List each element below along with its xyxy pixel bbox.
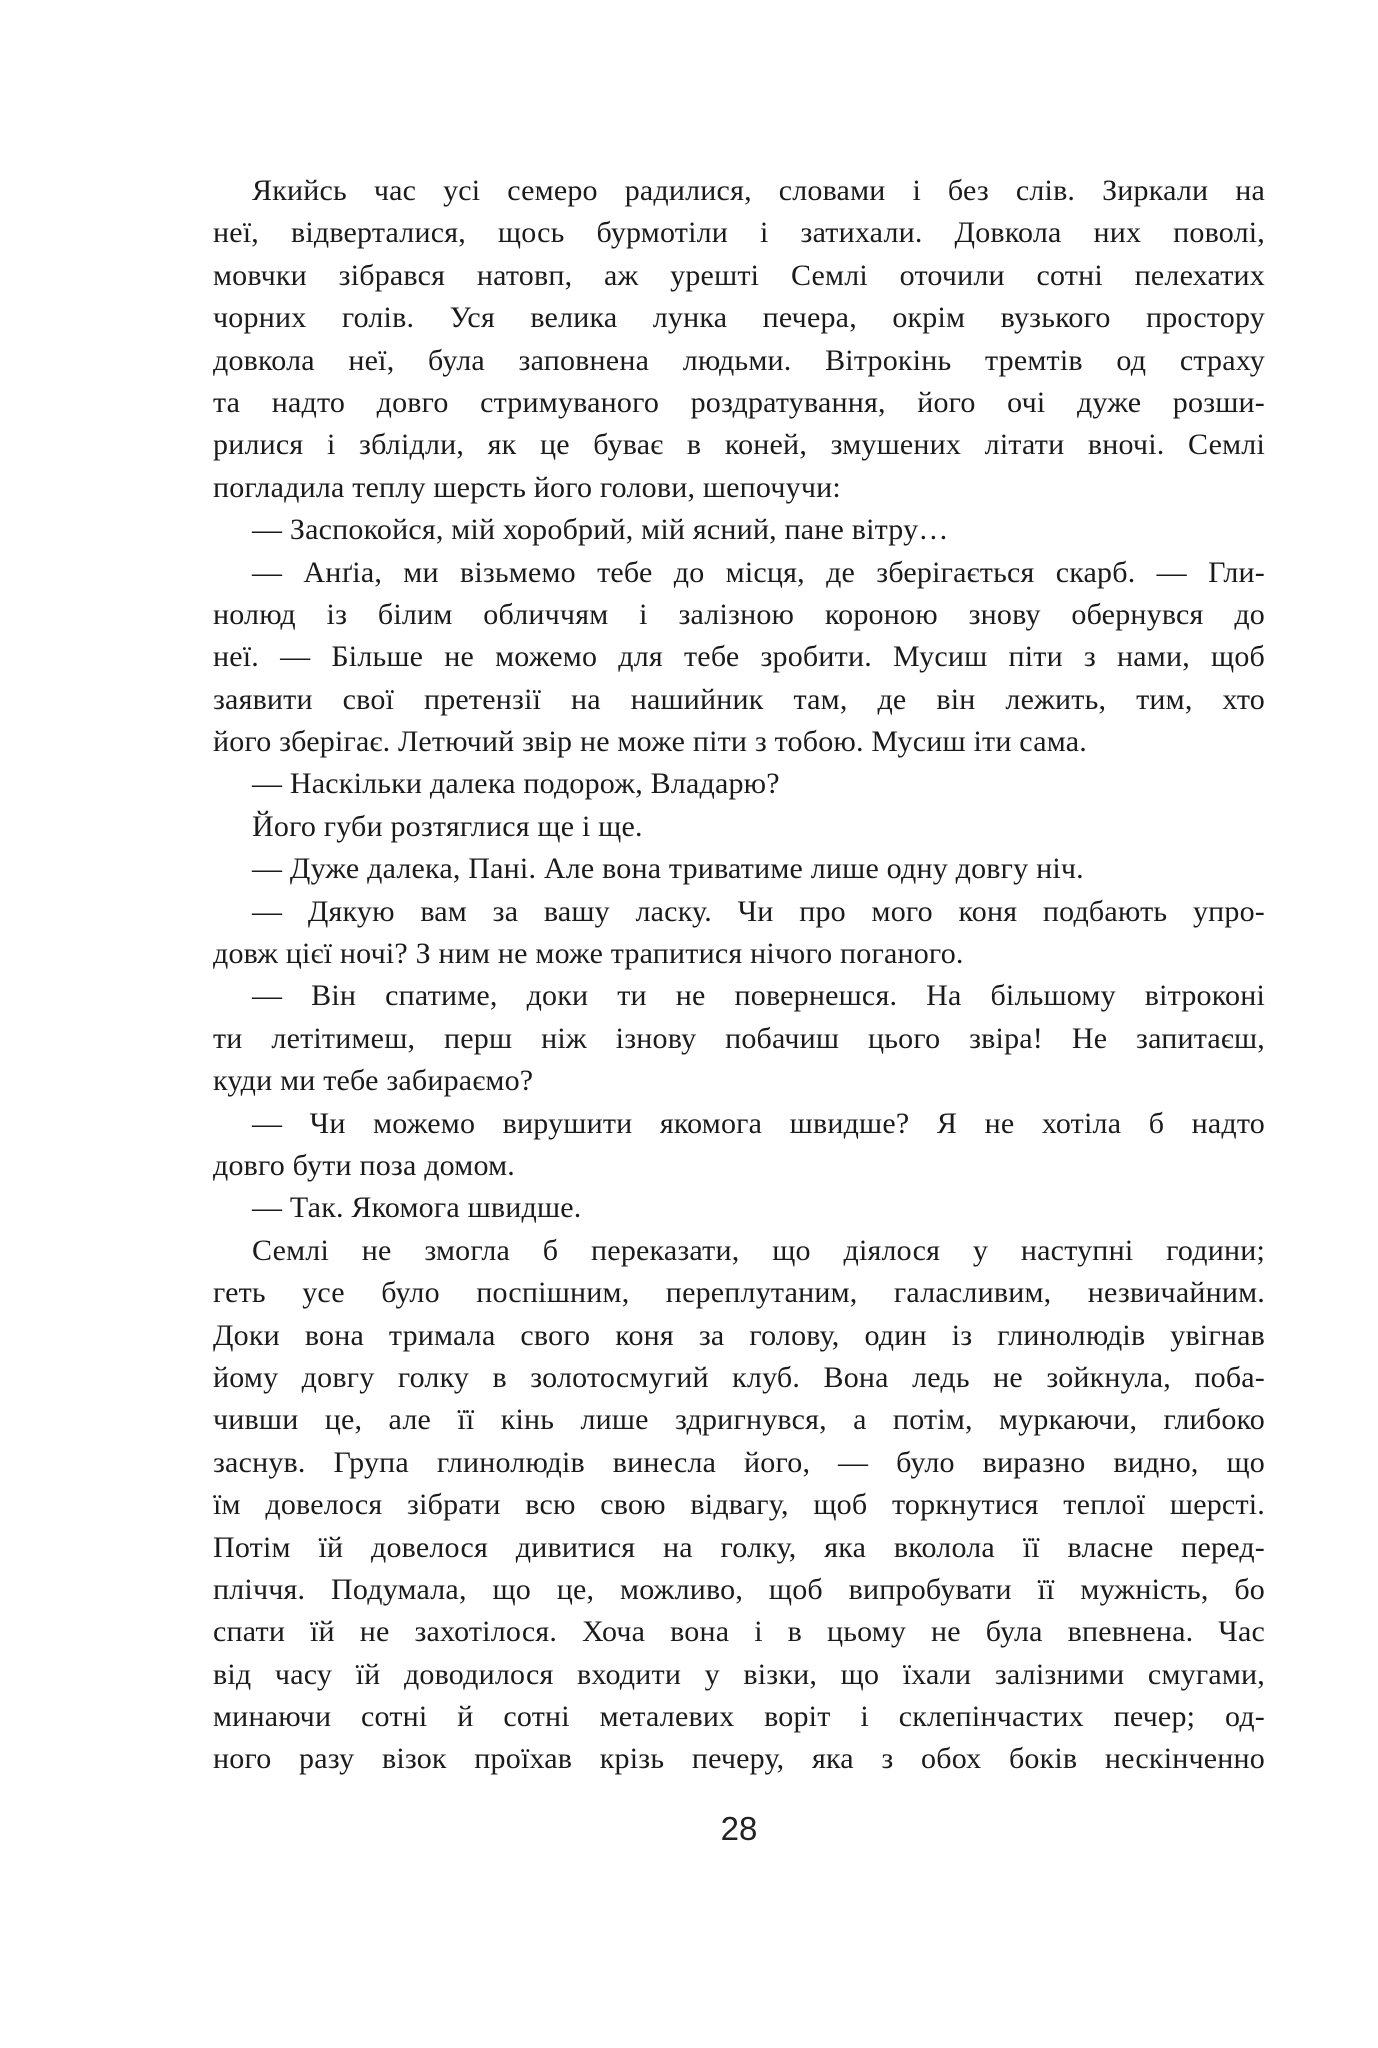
text-line: його зберігає. Летючий звір не може піти з тобою. Мусиш іти сама. [213, 725, 1087, 759]
text-line: ного разу візок проїхав крізь печеру, яка з обох боків нескінченно [213, 1742, 1265, 1776]
page-number: 28 [720, 1810, 758, 1847]
text-line: — Він спатиме, доки ти не повернешся. На більшому вітроконі [252, 979, 1265, 1013]
text-line: рилися і зблідли, як це буває в коней, змушених літати вночі. Семлі [213, 428, 1265, 462]
text-line: довго бути поза домом. [213, 1148, 515, 1182]
text-line: заявити свої претензії на нашийник там, де він лежить, тим, хто [213, 682, 1265, 716]
text-line: — Наскільки далека подорож, Владарю? [252, 767, 780, 801]
text-line: пліччя. Подумала, що це, можливо, щоб випробувати її мужність, бо [213, 1572, 1265, 1606]
text-line: — Анґіа, ми візьмемо тебе до місця, де зберігається скарб. — Гли- [252, 555, 1265, 589]
text-line: ти летітимеш, перш ніж ізнову побачиш цього звіра! Не запитаєш, [213, 1021, 1265, 1055]
text-line: куди ми тебе забираємо? [213, 1064, 534, 1098]
text-line: — Дуже далека, Пані. Але вона триватиме лише одну довгу ніч. [252, 852, 1084, 886]
text-block [213, 170, 1265, 1781]
text-line: Доки вона тримала свого коня за голову, один із глинолюдів увігнав [213, 1318, 1265, 1352]
text-line: геть усе було поспішним, переплутаним, галасливим, незвичайним. [213, 1276, 1265, 1310]
text-line: Його губи розтяглися ще і ще. [252, 809, 643, 843]
text-line: — Дякую вам за вашу ласку. Чи про мого коня подбають упро- [252, 894, 1265, 928]
text-line: спати їй не захотілося. Хоча вона і в цьому не була впевнена. Час [213, 1615, 1265, 1649]
text-line: минаючи сотні й сотні металевих воріт і склепінчастих печер; од- [213, 1700, 1265, 1734]
text-line: чорних голів. Уся велика лунка печера, окрім вузького простору [213, 301, 1265, 335]
text-line: неї. — Більше не можемо для тебе зробити. Мусиш піти з нами, щоб [213, 640, 1265, 674]
text-line: Якийсь час усі семеро радилися, словами і без слів. Зиркали на [252, 174, 1265, 207]
text-line: — Чи можемо вирушити якомога швидше? Я не хотіла б надто [252, 1106, 1265, 1140]
text-line: чивши це, але її кінь лише здригнувся, а потім, муркаючи, глибоко [213, 1403, 1265, 1437]
text-line: довж цієї ночі? З ним не може трапитися нічого поганого. [213, 937, 964, 971]
text-line: неї, відверталися, щось бурмотіли і затихали. Довкола них поволі, [213, 216, 1265, 250]
text-line: погладила теплу шерсть його голови, шепочучи: [213, 470, 841, 504]
text-line: їм довелося зібрати всю свою відвагу, щоб торкнутися теплої шерсті. [213, 1488, 1265, 1522]
text-line: мовчки зібрався натовп, аж урешті Семлі оточили сотні пелехатих [213, 258, 1265, 292]
text-line: довкола неї, була заповнена людьми. Вітрокінь тремтів од страху [213, 343, 1265, 377]
text-line: Семлі не змогла б переказати, що діялося у наступні години; [252, 1233, 1265, 1267]
text-line: йому довгу голку в золотосмугий клуб. Вона ледь не зойкнула, поба- [213, 1360, 1265, 1394]
text-line: заснув. Група глинолюдів винесла його, — було виразно видно, що [213, 1445, 1265, 1479]
text-line: нолюд із білим обличчям і залізною короною знову обернувся до [213, 597, 1265, 631]
text-line: та надто довго стримуваного роздратування, його очі дуже розши- [213, 385, 1265, 419]
text-line: — Заспокойся, мій хоробрий, мій ясний, пане вітру… [252, 513, 949, 547]
text-line: — Так. Якомога швидше. [252, 1191, 582, 1225]
text-line: Потім їй довелося дивитися на голку, яка вколола її власне перед- [213, 1530, 1265, 1564]
text-line: від часу їй доводилося входити у візки, що їхали залізними смугами, [213, 1657, 1265, 1691]
